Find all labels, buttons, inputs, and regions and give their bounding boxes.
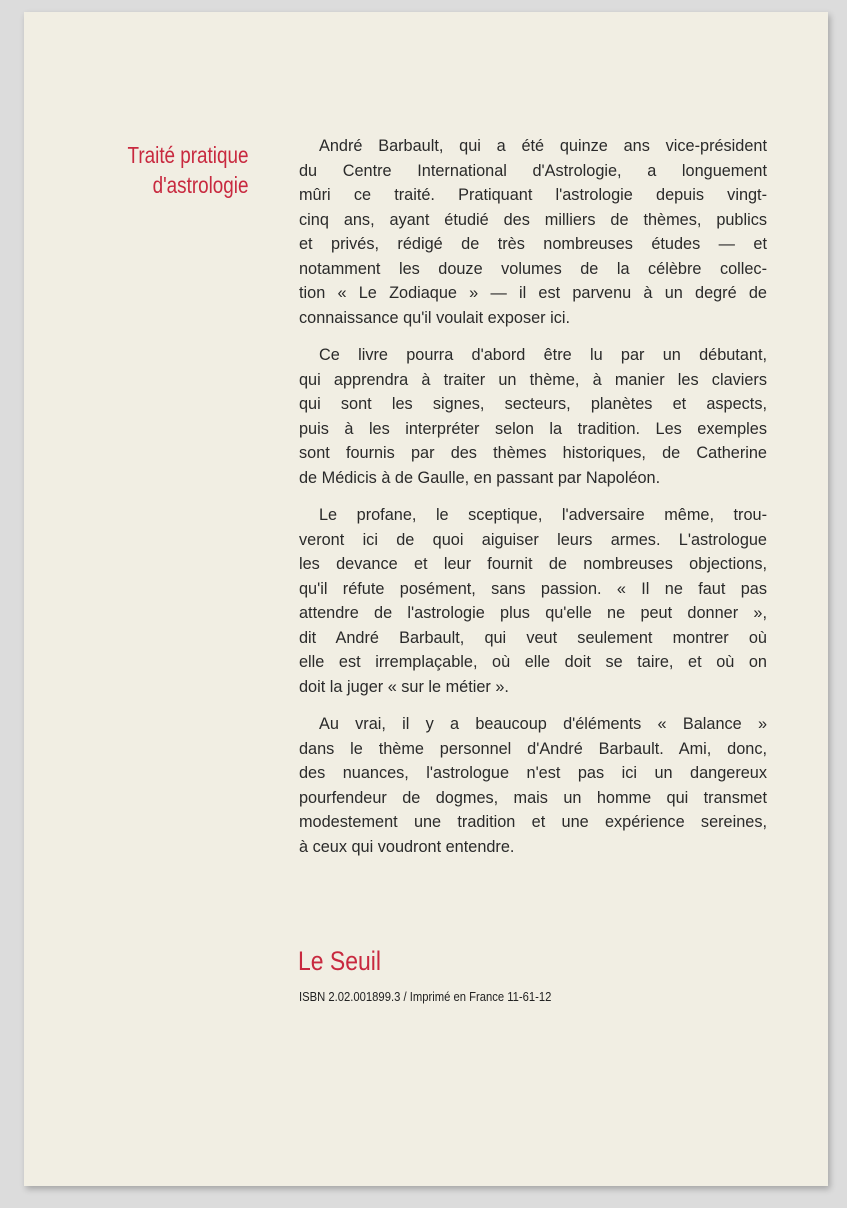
text-line: et privés, rédigé de très nombreuses études — et (299, 235, 767, 253)
isbn-line: ISBN 2.02.001899.3 / Imprimé en France 11-61-12 (299, 990, 552, 1004)
text-line: à ceux qui voudront entendre. (299, 837, 515, 856)
text-line: sont fournis par des thèmes historiques, de Catherine (299, 444, 767, 462)
text-line: qu'il réfute posément, sans passion. « Il ne faut pas (299, 579, 767, 598)
text-line: attendre de l'astrologie plus qu'elle ne peut donner », (299, 604, 767, 622)
text-line: mûri ce traité. Pratiquant l'astrologie depuis vingt- (299, 186, 767, 204)
text-line: des nuances, l'astrologue n'est pas ici un dangereux (299, 764, 767, 782)
blurb-paragraph (299, 343, 767, 490)
text-line: puis à les interpréter selon la tradition. Les exemples (299, 419, 767, 438)
text-line: Ce livre pourra d'abord être lu par un débutant, (319, 346, 767, 364)
blurb-paragraph (299, 503, 767, 699)
blurb-paragraph (299, 134, 767, 330)
text-line: André Barbault, qui a été quinze ans vice-président (319, 137, 767, 155)
text-line: modestement une tradition et une expérience sereines, (299, 813, 767, 831)
text-line: qui sont les signes, secteurs, planètes et aspects, (299, 395, 767, 413)
title-line: d'astrologie (152, 172, 248, 198)
blurb-paragraph (299, 712, 767, 859)
text-line: notamment les douze volumes de la célèbre collec- (299, 259, 767, 278)
title-line: Traité pratique (127, 142, 248, 168)
text-line: doit la juger « sur le métier ». (299, 677, 509, 696)
text-line: de Médicis à de Gaulle, en passant par Napoléon. (299, 468, 661, 487)
text-line: dans le thème personnel d'André Barbault. Ami, donc, (299, 739, 767, 758)
book-title (127, 140, 248, 200)
text-line: Le profane, le sceptique, l'adversaire même, trou- (319, 506, 767, 524)
text-line: pourfendeur de dogmes, mais un homme qui transmet (299, 788, 767, 807)
text-line: du Centre International d'Astrologie, a longuement (299, 161, 767, 180)
publisher-name: Le Seuil (298, 946, 381, 976)
text-line: elle est irremplaçable, où elle doit se taire, et où on (299, 653, 767, 671)
text-line: veront ici de quoi aiguiser leurs armes. L'astrologue (299, 530, 767, 549)
text-line: cinq ans, ayant étudié des milliers de thèmes, publics (299, 210, 767, 229)
text-line: dit André Barbault, qui veut seulement montrer où (299, 628, 767, 647)
text-line: les devance et leur fournit de nombreuses objections, (299, 555, 767, 573)
text-line: qui apprendra à traiter un thème, à manier les claviers (299, 370, 767, 389)
text-line: connaissance qu'il voulait exposer ici. (299, 308, 570, 327)
blurb-text (299, 134, 767, 872)
text-line: Au vrai, il y a beaucoup d'éléments « Balance » (319, 715, 767, 733)
text-line: tion « Le Zodiaque » — il est parvenu à un degré de (299, 284, 767, 302)
